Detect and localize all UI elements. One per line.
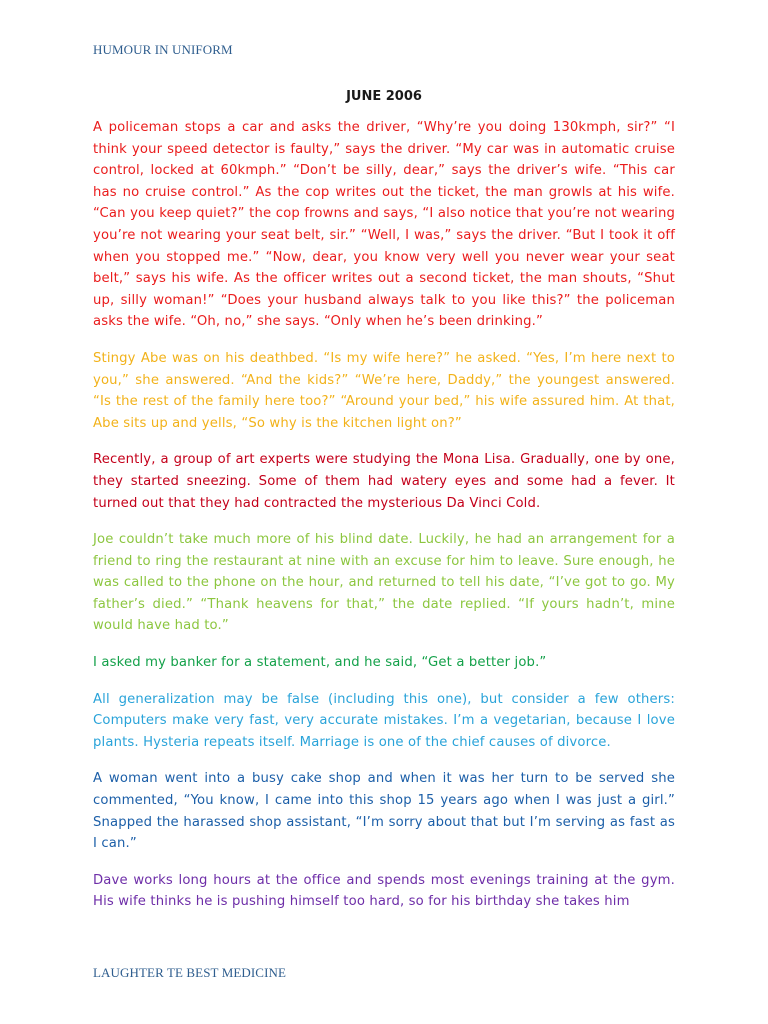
joke-paragraph-mona-lisa: Recently, a group of art experts were studying the Mona Lisa. Gradually, one by one, they started sneezing. Some of them had watery eyes and some had a fever. It turned out that they had contracted the mysterious Da Vinci Cold. (93, 452, 675, 511)
page-header: HUMOUR IN UNIFORM (93, 42, 233, 57)
joke-paragraph-generalization: All generalization may be false (including this one), but consider a few others: Computers make very fast, very accurate mistakes. I’m a vegetarian, because I love plants. Hysteria repeats itself. Marriage is one of the chief causes of divorce. (93, 691, 675, 750)
joke-paragraph-cake-shop: A woman went into a busy cake shop and when it was her turn to be served she commented, “You know, I came into this shop 15 years ago when I was just a girl.” Snapped the harassed shop assistant, “I’m sorry about that but I’m serving as fast as I can.” (93, 771, 675, 852)
document-body (93, 117, 675, 928)
joke-paragraph-stingy-abe: Stingy Abe was on his deathbed. “Is my wife here?” he asked. “Yes, I’m here next to you,” she answered. “And the kids?” “We’re here, Daddy,” the youngest answered. “Is the rest of the family here too?” “Around your bed,” his wife assured him. At that, Abe sits up and yells, “So why is the kitchen light on?” (93, 350, 675, 431)
joke-paragraph-blind-date: Joe couldn’t take much more of his blind date. Luckily, he had an arrangement for a friend to ring the restaurant at nine with an excuse for him to leave. Sure enough, he was called to the phone on the hour, and returned to tell his date, “I’ve got to go. My father’s died.” “Thank heavens for that,” the date replied. “If yours hadn’t, mine would have had to.” (93, 532, 675, 634)
page-footer: LAUGHTER TE BEST MEDICINE (93, 965, 287, 980)
joke-paragraph-policeman: A policeman stops a car and asks the driver, “Why’re you doing 130kmph, sir?” “I think your speed detector is faulty,” says the driver. “My car was in automatic cruise control, locked at 60kmph.” “Don’t be silly, dear,” says the driver’s wife. “This car has no cruise control.” As the cop writes out the ticket, the man growls at his wife. “Can you keep quiet?” the cop frowns and says, “I also notice that you’re not wearing you’re not wearing your seat belt, sir.” “Well, I was,” says the driver. “But I took it off when you stopped me.” “Now, dear, you know very well you never wear your seat belt,” says his wife. As the officer writes out a second ticket, the man shouts, “Shut up, silly woman!” “Does your husband always talk to you like this?” the policeman asks the wife. “Oh, no,” she says. “Only when he’s been drinking.” (93, 120, 675, 330)
page-title: JUNE 2006 (346, 89, 422, 104)
joke-paragraph-dave: Dave works long hours at the office and spends most evenings training at the gym. His wife thinks he is pushing himself too hard, so for his birthday she takes him (93, 872, 675, 910)
joke-paragraph-banker: I asked my banker for a statement, and he said, “Get a better job.” (93, 655, 547, 671)
